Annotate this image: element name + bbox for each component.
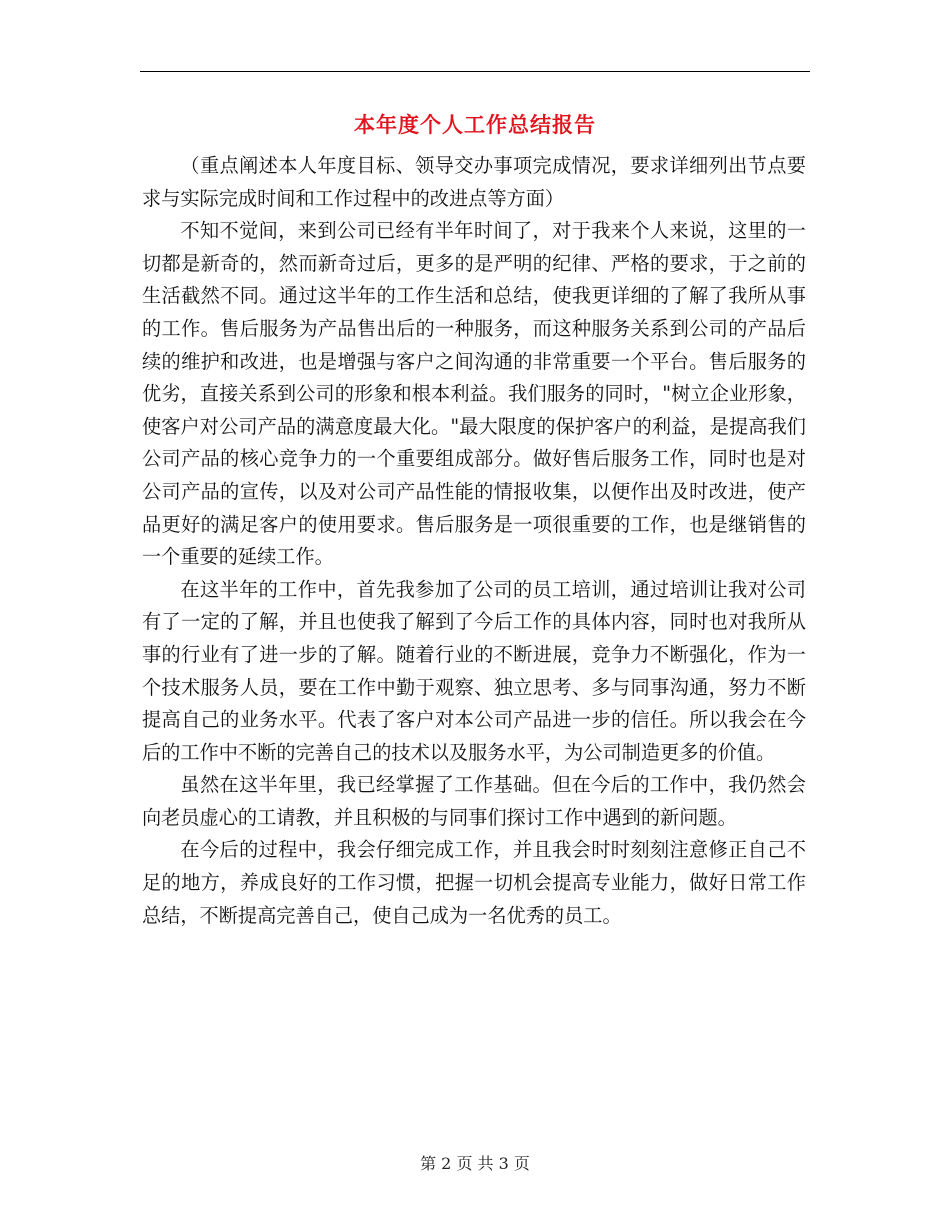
document-title: 本年度个人工作总结报告 [354, 112, 596, 137]
paragraph-intro: 不知不觉间，来到公司已经有半年时间了，对于我来个人来说，这里的一切都是新奇的，然而新奇过后，更多的是严明的纪律、严格的要求，于之前的生活截然不同。通过这半年的工作生活和总结，使我更详细的了解了我所从事的工作。售后服务为产品售出后的一种服务，而这种服务关系到公司的产品后续的维护和改进，也是增强与客户之间沟通的非常重要一个平台。售后服务的优劣，直接关系到公司的形象和根本利益。我们服务的同时，"树立企业形象，使客户对公司产品的满意度最大化。"最大限度的保护客户的利益，是提高我们公司产品的核心竞争力的一个重要组成部分。做好售后服务工作，同时也是对公司产品的宣传，以及对公司产品性能的情报收集，以便作出及时改进，使产品更好的满足客户的使用要求。售后服务是一项很重要的工作，也是继销售的一个重要的延续工作。 [142, 219, 806, 569]
paragraph-training: 在这半年的工作中，首先我参加了公司的员工培训，通过培训让我对公司有了一定的了解，并且也使我了解到了今后工作的具体内容，同时也对我所从事的行业有了进一步的了解。随着行业的不断进展，竞争力不断强化，作为一个技术服务人员，要在工作中勤于观察、独立思考、多与同事沟通，努力不断提高自己的业务水平。代表了客户对本公司产品进一步的信任。所以我会在今后的工作中不断的完善自己的技术以及服务水平，为公司制造更多的价值。 [142, 577, 806, 764]
header-rule [140, 71, 810, 72]
page-number-label: 第 2 页 共 3 页 [420, 1154, 530, 1173]
page-footer [0, 1153, 950, 1175]
paragraph-future: 在今后的过程中，我会仔细完成工作，并且我会时时刻刻注意修正自己不足的地方，养成良好的工作习惯，把握一切机会提高专业能力，做好日常工作总结，不断提高完善自己，使自己成为一名优秀的员工。 [142, 838, 806, 927]
paragraph-learning: 虽然在这半年里，我已经掌握了工作基础。但在今后的工作中，我仍然会向老员虚心的工请教，并且积极的与同事们探讨工作中遇到的新问题。 [142, 773, 806, 829]
paragraph-instructions: （重点阐述本人年度目标、领导交办事项完成情况，要求详细列出节点要求与实际完成时间和工作过程中的改进点等方面） [142, 154, 806, 210]
document-body [142, 150, 806, 932]
